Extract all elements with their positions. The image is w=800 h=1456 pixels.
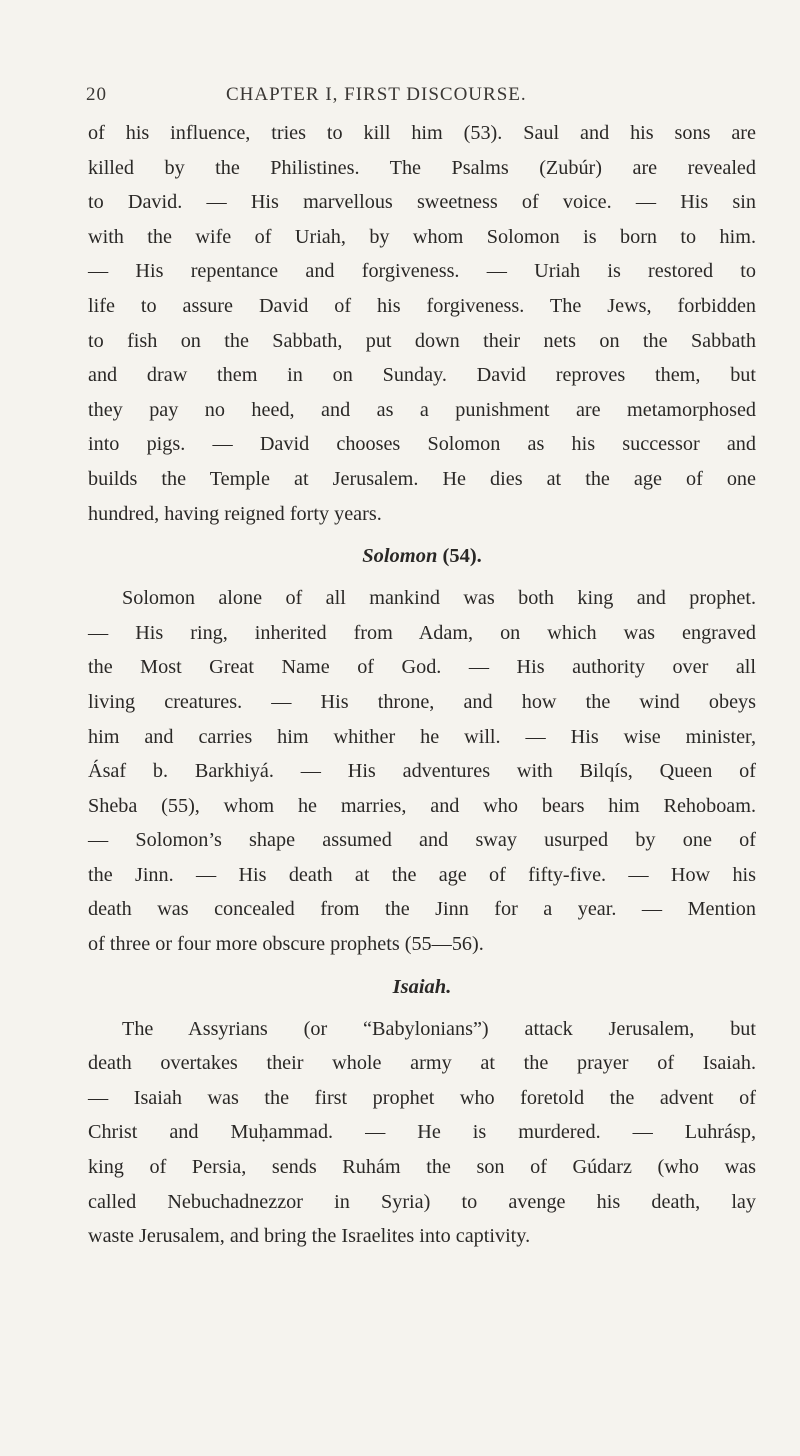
solomon-paragraph [88,581,756,962]
text-line: of three or four more obscure prophets (55—56). [88,933,484,956]
text-line: Sheba (55), whom he marries, and who bears him Rehoboam. [88,794,756,817]
text-line: Solomon alone of all mankind was both king and prophet. [122,587,756,610]
text-line: hundred, having reigned forty years. [88,502,382,525]
section-heading-solomon [88,531,756,581]
text-line: they pay no heed, and as a punishment are metamorphosed [88,398,756,421]
david-paragraph [88,116,756,531]
text-line: him and carries him whither he will. — His wise minister, [88,725,756,748]
text-line: death was concealed from the Jinn for a year. — Mention [88,898,756,921]
text-line: death overtakes their whole army at the prayer of Isaiah. [88,1052,756,1075]
text-line: The Assyrians (or “Babylonians”) attack Jerusalem, but [122,1017,756,1040]
text-line: with the wife of Uriah, by whom Solomon is born to him. [88,225,756,248]
text-line: — Solomon’s shape assumed and sway usurped by one of [88,829,756,852]
heading-title: Solomon [362,545,438,568]
text-line: to David. — His marvellous sweetness of voice. — His sin [88,191,756,214]
text-line: — His repentance and forgiveness. — Uriah is restored to [88,260,756,283]
section-heading-isaiah: Isaiah. [392,975,452,998]
text-line: Christ and Muḥammad. — He is murdered. — Luhrásp, [88,1121,756,1144]
text-line: and draw them in on Sunday. David reproves them, but [88,364,756,387]
text-line: called Nebuchadnezzor in Syria) to avenge his death, lay [88,1190,756,1213]
text-line: of his influence, tries to kill him (53). Saul and his sons are [88,122,756,144]
text-line: builds the Temple at Jerusalem. He dies at the age of one [88,467,756,490]
text-line: — His ring, inherited from Adam, on which was engraved [88,621,756,644]
running-head [88,80,756,116]
text-line: into pigs. — David chooses Solomon as his successor and [88,433,756,456]
text-line: waste Jerusalem, and bring the Israelites into captivity. [88,1225,531,1248]
text-line: — Isaiah was the first prophet who foretold the advent of [88,1086,756,1109]
text-line: the Most Great Name of God. — His authority over all [88,656,756,679]
text-line: life to assure David of his forgiveness. The Jews, forbidden [88,294,756,317]
text-line: the Jinn. — His death at the age of fifty-five. — How his [88,863,756,886]
isaiah-paragraph [88,1012,756,1254]
text-line: killed by the Philistines. The Psalms (Zubúr) are revealed [88,156,756,179]
text-line: to fish on the Sabbath, put down their nets on the Sabbath [88,329,756,352]
page-number: 20 [86,84,107,105]
text-line: Ásaf b. Barkhiyá. — His adventures with Bilqís, Queen of [88,760,756,783]
text-line: king of Persia, sends Ruhám the son of Gúdarz (who was [88,1156,756,1179]
chapter-title: CHAPTER I, FIRST DISCOURSE. [226,84,527,105]
heading-reference: (54). [442,545,482,568]
book-page [88,80,756,1254]
text-line: living creatures. — His throne, and how the wind obeys [88,690,756,713]
